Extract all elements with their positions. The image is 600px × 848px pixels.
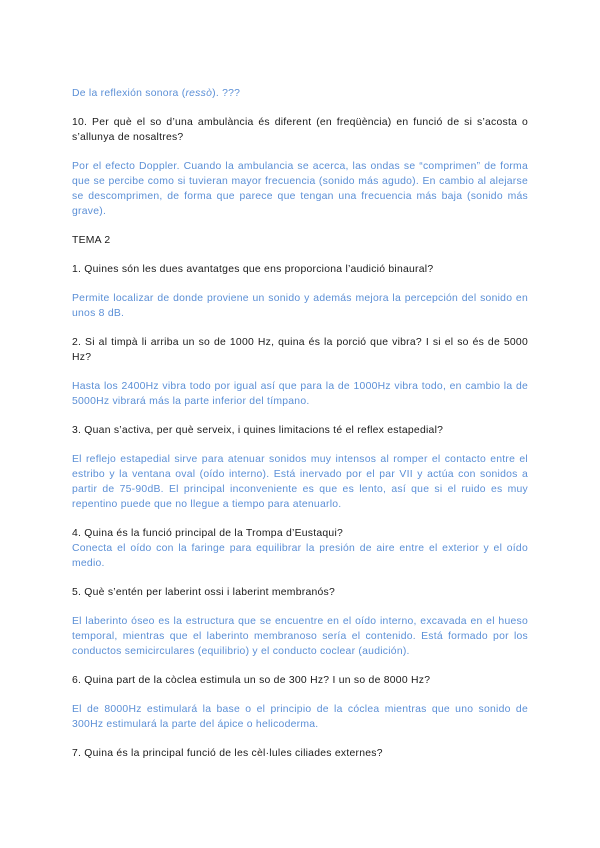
answer-t2-2: Hasta los 2400Hz vibra todo por igual así que para la de 1000Hz vibra todo, en cambio la de 5000Hz vibrará más la parte inferior del tímpano. xyxy=(72,381,528,407)
answer-10: Por el efecto Doppler. Cuando la ambulancia se acerca, las ondas se “comprimen” de forma que se percibe como si tuvieran mayor frecuencia (sonido más agudo). En cambio al alejarse se descomprimen, de forma que parece que tengan una frecuencia más baja (sonido más grave). xyxy=(72,161,528,217)
question-t2-7: 7. Quina és la principal funció de les cèl·lules ciliades externes? xyxy=(72,748,383,759)
intro-answer-italic: ressò xyxy=(185,88,213,99)
question-t2-6: 6. Quina part de la còclea estimula un so de 300 Hz? I un so de 8000 Hz? xyxy=(72,675,431,686)
intro-answer xyxy=(72,86,528,101)
question-10: 10. Per què el so d’una ambulància és diferent (en freqüència) en funció de si s’acosta o s’allunya de nosaltres? xyxy=(72,117,528,143)
question-t2-3: 3. Quan s’activa, per què serveix, i quines limitacions té el reflex estapedial? xyxy=(72,425,444,436)
intro-answer-before: De la reflexión sonora ( xyxy=(72,88,186,99)
answer-t2-6: El de 8000Hz estimulará la base o el principio de la cóclea mientras que uno sonido de 300Hz estimulará la parte del ápice o helicoderma. xyxy=(72,704,528,730)
question-t2-4: 4. Quina és la funció principal de la Trompa d’Eustaqui? xyxy=(72,528,344,539)
section-title: TEMA 2 xyxy=(72,235,111,246)
answer-t2-4: Conecta el oído con la faringe para equilibrar la presión de aire entre el exterior y el oído medio. xyxy=(72,543,528,569)
answer-t2-1: Permite localizar de donde proviene un sonido y además mejora la percepción del sonido en unos 8 dB. xyxy=(72,293,528,319)
intro-answer-after: ). ??? xyxy=(212,88,241,99)
question-t2-5: 5. Què s’entén per laberint ossi i laberint membranós? xyxy=(72,587,336,598)
question-t2-2: 2. Si al timpà li arriba un so de 1000 Hz, quina és la porció que vibra? I si el so és de 5000 Hz? xyxy=(72,337,528,363)
question-t2-1: 1. Quines són les dues avantatges que ens proporciona l’audició binaural? xyxy=(72,264,434,275)
answer-t2-3: El reflejo estapedial sirve para atenuar sonidos muy intensos al romper el contacto entre el estribo y la ventana oval (oído interno). Está inervado por el par VII y actúa con sonidos a partir de 75-90dB. El principal inconveniente es que es lento, así que si el ruido es muy repentino puede que no llegue a tiempo para atenuarlo. xyxy=(72,454,528,510)
answer-t2-5: El laberinto óseo es la estructura que se encuentre en el oído interno, excavada en el hueso temporal, mientras que el laberinto membranoso sería el contenido. Está formado por los conductos semicirculares (equilibrio) y el conducto coclear (audición). xyxy=(72,616,528,657)
